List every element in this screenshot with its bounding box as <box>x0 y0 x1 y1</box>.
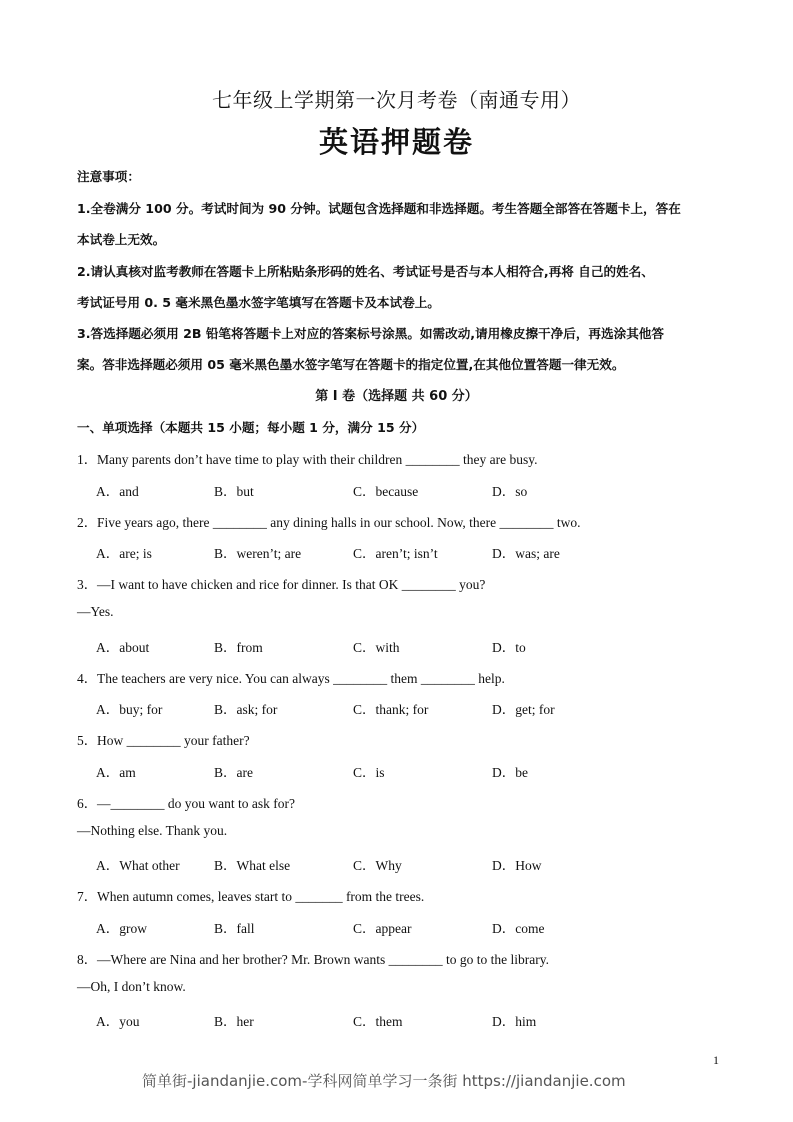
question-8 <box>77 948 549 968</box>
option-a: A．you <box>96 1014 140 1029</box>
question-number: 3． <box>77 577 98 592</box>
option-a: A．What other <box>96 858 180 873</box>
question-6 <box>77 792 295 812</box>
question-7 <box>77 885 424 905</box>
option-a: A．am <box>96 765 136 780</box>
option-c: C．Why <box>353 858 402 873</box>
notes-line: 考试证号用 0. 5 毫米黑色墨水签字笔填写在答题卡及本试卷上。 <box>77 295 440 310</box>
option-a: A．buy; for <box>96 702 163 717</box>
option-b: B．are <box>214 765 253 780</box>
option-a: A．are; is <box>96 546 152 561</box>
volume-title: 第 I 卷（选择题 共 60 分） <box>315 389 478 404</box>
question-text: Many parents don’t have time to play with their children ________ they are busy. <box>97 452 538 467</box>
question-number: 8． <box>77 952 98 967</box>
notes-line: 1.全卷满分 100 分。考试时间为 90 分钟。试题包含选择题和非选择题。考生答题全部答在答题卡上，答在 <box>77 201 681 216</box>
question-5 <box>77 729 250 749</box>
option-b: B．ask; for <box>214 702 278 717</box>
question-4 <box>77 667 505 687</box>
question-number: 1． <box>77 452 98 467</box>
option-c: C．because <box>353 484 419 499</box>
question-2 <box>77 511 581 531</box>
question-6-reply: —Nothing else. Thank you. <box>77 823 228 838</box>
question-text: The teachers are very nice. You can always ________ them ________ help. <box>97 671 505 686</box>
footer-watermark: 简单街-jiandanjie.com-学科网简单学习一条街 https://jiandanjie.com <box>142 1072 626 1090</box>
option-c: C．with <box>353 640 400 655</box>
option-d: D．be <box>492 765 528 780</box>
question-text: —I want to have chicken and rice for dinner. Is that OK ________ you? <box>97 577 486 592</box>
notes-line: 本试卷上无效。 <box>77 232 166 247</box>
option-d: D．get; for <box>492 702 555 717</box>
question-number: 4． <box>77 671 98 686</box>
question-text: —Where are Nina and her brother? Mr. Brown wants ________ to go to the library. <box>97 952 549 967</box>
option-b: B．her <box>214 1014 254 1029</box>
question-number: 6． <box>77 796 98 811</box>
option-b: B．weren’t; are <box>214 546 302 561</box>
notes-line: 3.答选择题必须用 2B 铅笔将答题卡上对应的答案标号涂黑。如需改动,请用橡皮擦干净后，再选涂其他答 <box>77 326 664 341</box>
question-number: 2． <box>77 515 98 530</box>
option-b: B．What else <box>214 858 291 873</box>
option-d: D．to <box>492 640 526 655</box>
option-d: D．so <box>492 484 528 499</box>
option-b: B．but <box>214 484 254 499</box>
option-c: C．thank; for <box>353 702 429 717</box>
option-b: B．fall <box>214 921 255 936</box>
section-title: 一、单项选择（本题共 15 小题；每小题 1 分，满分 15 分） <box>77 420 425 435</box>
exam-title: 七年级上学期第一次月考卷（南通专用） <box>212 88 581 112</box>
page-number: 1 <box>713 1053 719 1067</box>
notes-line: 案。答非选择题必须用 05 毫米黑色墨水签字笔写在答题卡的指定位置,在其他位置答题一律无效。 <box>77 357 625 372</box>
option-a: A．grow <box>96 921 147 936</box>
option-d: D．come <box>492 921 545 936</box>
notes-line: 2.请认真核对监考教师在答题卡上所粘贴条形码的姓名、考试证号是否与本人相符合,再将 自己的姓名、 <box>77 264 654 279</box>
exam-subtitle: 英语押题卷 <box>318 125 474 159</box>
question-number: 7． <box>77 889 98 904</box>
question-text: Five years ago, there ________ any dining halls in our school. Now, there ________ two. <box>97 515 581 530</box>
option-b: B．from <box>214 640 263 655</box>
question-3 <box>77 573 485 593</box>
question-text: How ________ your father? <box>97 733 250 748</box>
option-a: A．and <box>96 484 139 499</box>
option-c: C．is <box>353 765 385 780</box>
option-d: D．him <box>492 1014 537 1029</box>
question-number: 5． <box>77 733 98 748</box>
option-d: D．How <box>492 858 542 873</box>
notes-heading: 注意事项： <box>77 169 140 184</box>
question-text: When autumn comes, leaves start to _______ from the trees. <box>97 889 425 904</box>
option-a: A．about <box>96 640 150 655</box>
question-8-reply: —Oh, I don’t know. <box>77 979 186 994</box>
question-3-reply: —Yes. <box>77 604 114 619</box>
option-c: C．aren’t; isn’t <box>353 546 438 561</box>
option-c: C．appear <box>353 921 412 936</box>
option-d: D．was; are <box>492 546 560 561</box>
question-text: —________ do you want to ask for? <box>97 796 295 811</box>
option-c: C．them <box>353 1014 403 1029</box>
question-1 <box>77 448 538 468</box>
